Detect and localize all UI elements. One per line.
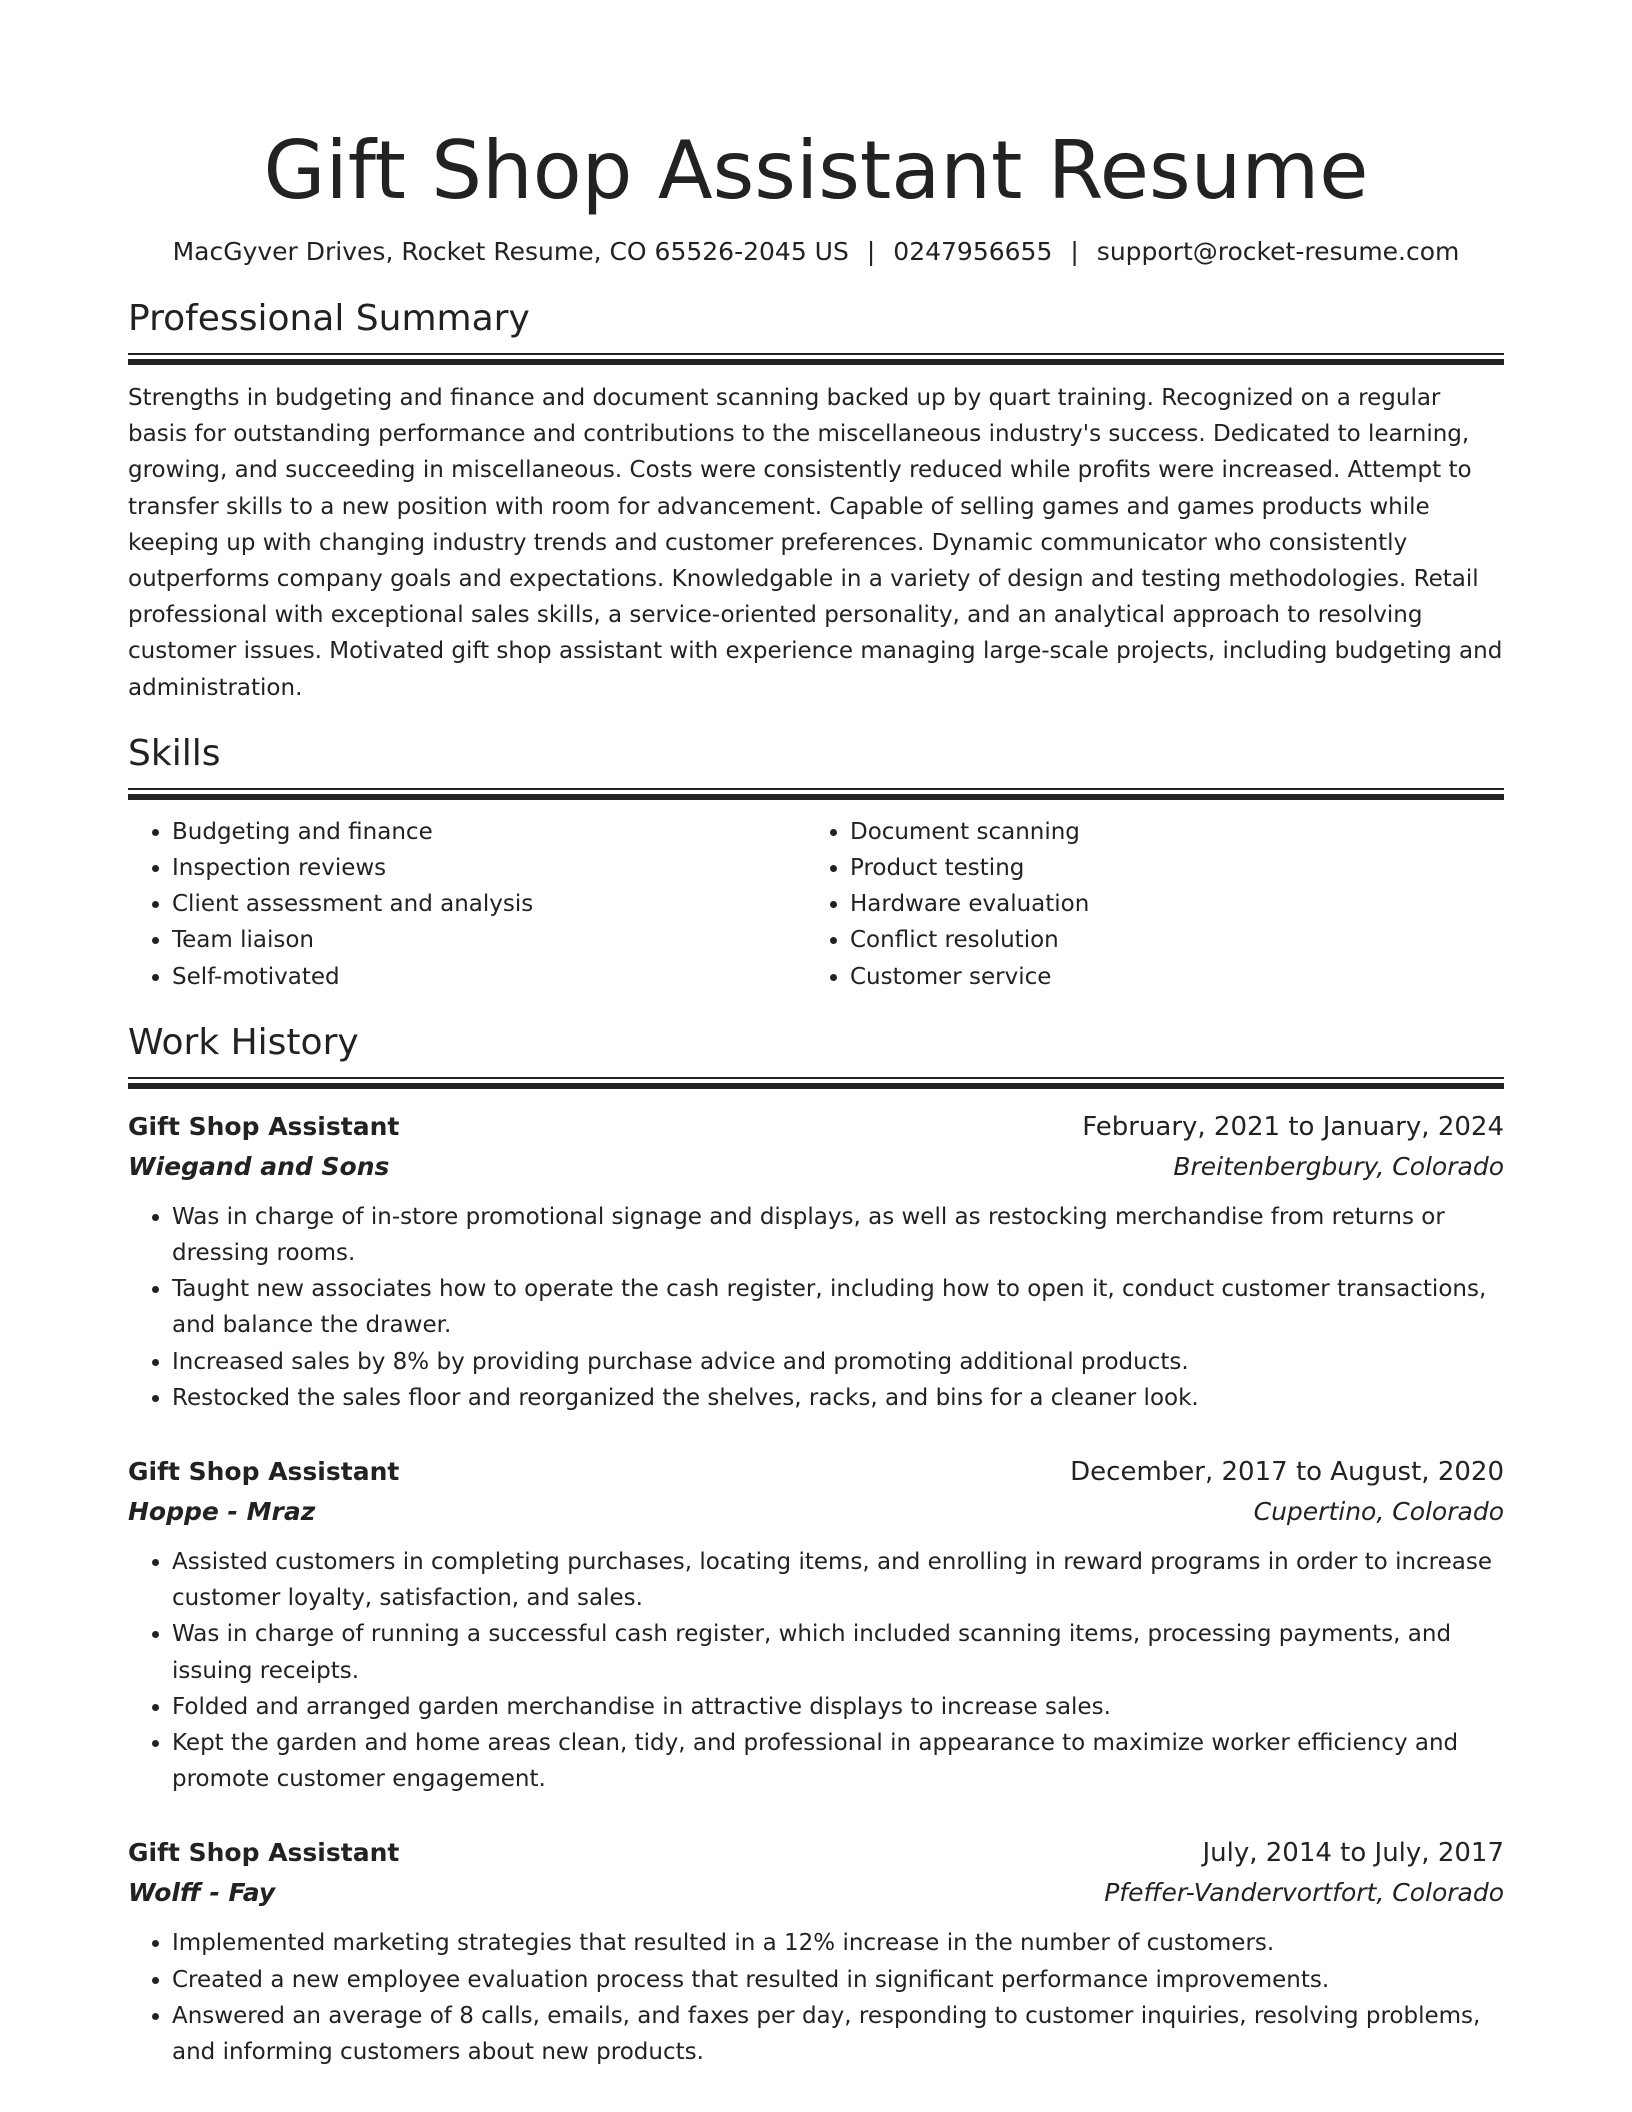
skill-item: • Self-motivated: [172, 959, 806, 995]
contact-separator: |: [1070, 237, 1079, 266]
job-company-row: [128, 1147, 1504, 1187]
job-header-row: [128, 1452, 1504, 1492]
job-location: Breitenbergbury, Colorado: [1173, 1151, 1504, 1181]
summary-heading: Professional Summary: [128, 298, 530, 339]
resume-page: [128, 0, 1504, 2070]
resume-title: Gift Shop Assistant Resume: [263, 124, 1369, 217]
job-bullet: • Assisted customers in completing purchases, locating items, and enrolling in reward programs in order to increase customer loyalty, satisfaction, and sales.: [172, 1544, 1504, 1616]
job-bullet: • Answered an average of 8 calls, emails, and faxes per day, responding to customer inquiries, resolving problems, and informing customers about new products.: [172, 1998, 1504, 2070]
skill-item: • Hardware evaluation: [850, 886, 1484, 922]
job-bullet: • Increased sales by 8% by providing purchase advice and promoting additional products.: [172, 1344, 1504, 1380]
job-bullet: • Was in charge of running a successful cash register, which included scanning items, processing payments, and issuing receipts.: [172, 1616, 1504, 1688]
job-header-row: [128, 1833, 1504, 1873]
skill-item: • Team liaison: [172, 922, 806, 958]
skill-item: • Client assessment and analysis: [172, 886, 806, 922]
job-company-row: [128, 1492, 1504, 1532]
job-company: Wolff - Fay: [128, 1878, 276, 1908]
job-bullet: • Kept the garden and home areas clean, tidy, and professional in appearance to maximize worker efficiency and promote customer engagement.: [172, 1725, 1504, 1797]
job-bullet: • Taught new associates how to operate the cash register, including how to open it, conduct customer transactions, and balance the drawer.: [172, 1271, 1504, 1343]
job-bullets: [128, 1925, 1504, 2070]
skill-item: • Document scanning: [850, 814, 1484, 850]
job-company-row: [128, 1873, 1504, 1913]
work-heading: Work History: [128, 1021, 359, 1063]
summary-section: [128, 297, 1504, 706]
skills-list-left: [128, 814, 806, 995]
job-bullet: • Folded and arranged garden merchandise in attractive displays to increase sales.: [172, 1689, 1504, 1725]
job-bullet: • Created a new employee evaluation process that resulted in significant performance improvements.: [172, 1962, 1504, 1998]
summary-text: Strengths in budgeting and finance and document scanning backed up by quart training. Recognized on a regular basis for outstanding performance and contributions to the miscellaneous industry's success. Dedicated to learning, growing, and succeeding in miscellaneous. Costs were consistently reduced while profits were increased. Attempt to transfer skills to a new position with room for advancement. Capable of selling games and games products while keeping up with changing industry trends and customer preferences. Dynamic communicator who consistently outperforms company goals and expectations. Knowledgable in a variety of design and testing methodologies. Retail professional with exceptional sales skills, a service-oriented personality, and an analytical approach to resolving customer issues. Motivated gift shop assistant with experience managing large-scale projects, including budgeting and administration.: [128, 385, 1503, 701]
skills-section: [128, 732, 1504, 995]
contact-phone: 0247956655: [893, 237, 1053, 266]
contact-separator: |: [866, 237, 876, 266]
job-company: Hoppe - Mraz: [128, 1497, 316, 1527]
skills-heading: Skills: [128, 732, 221, 774]
skill-item: • Product testing: [850, 850, 1484, 886]
job-dates: February, 2021 to January, 2024: [1082, 1111, 1504, 1142]
section-divider: [128, 788, 1504, 800]
job-location: Pfeffer-Vandervortfort, Colorado: [1104, 1878, 1504, 1908]
job-company: Wiegand and Sons: [128, 1151, 390, 1181]
job-entry: [128, 1107, 1504, 1416]
skill-item: • Budgeting and finance: [172, 814, 806, 850]
job-dates: December, 2017 to August, 2020: [1070, 1457, 1504, 1488]
job-bullet: • Implemented marketing strategies that resulted in a 12% increase in the number of customers.: [172, 1925, 1504, 1961]
job-header-row: [128, 1107, 1504, 1147]
skill-item: • Customer service: [850, 959, 1484, 995]
job-entry: [128, 1833, 1504, 2070]
job-bullets: [128, 1199, 1504, 1416]
job-bullet: • Was in charge of in-store promotional signage and displays, as well as restocking merchandise from returns or dressing rooms.: [172, 1199, 1504, 1271]
skills-list-right: [806, 814, 1484, 995]
section-divider: [128, 353, 1504, 365]
work-section: [128, 1021, 1504, 2070]
contact-email: support@rocket-resume.com: [1096, 237, 1460, 266]
job-entry: [128, 1452, 1504, 1797]
skill-item: • Conflict resolution: [850, 922, 1484, 958]
skills-columns: [128, 814, 1504, 995]
section-divider: [128, 1077, 1504, 1089]
job-dates: July, 2014 to July, 2017: [1202, 1838, 1504, 1869]
job-title: Gift Shop Assistant: [128, 1457, 400, 1487]
contact-address: MacGyver Drives, Rocket Resume, CO 65526-2045 US: [172, 237, 849, 266]
job-bullets: [128, 1544, 1504, 1797]
contact-line: [128, 235, 1504, 269]
job-title: Gift Shop Assistant: [128, 1838, 400, 1868]
skill-item: • Inspection reviews: [172, 850, 806, 886]
job-bullet: • Restocked the sales floor and reorganized the shelves, racks, and bins for a cleaner look.: [172, 1380, 1504, 1416]
job-location: Cupertino, Colorado: [1253, 1497, 1504, 1527]
job-title: Gift Shop Assistant: [128, 1111, 400, 1141]
